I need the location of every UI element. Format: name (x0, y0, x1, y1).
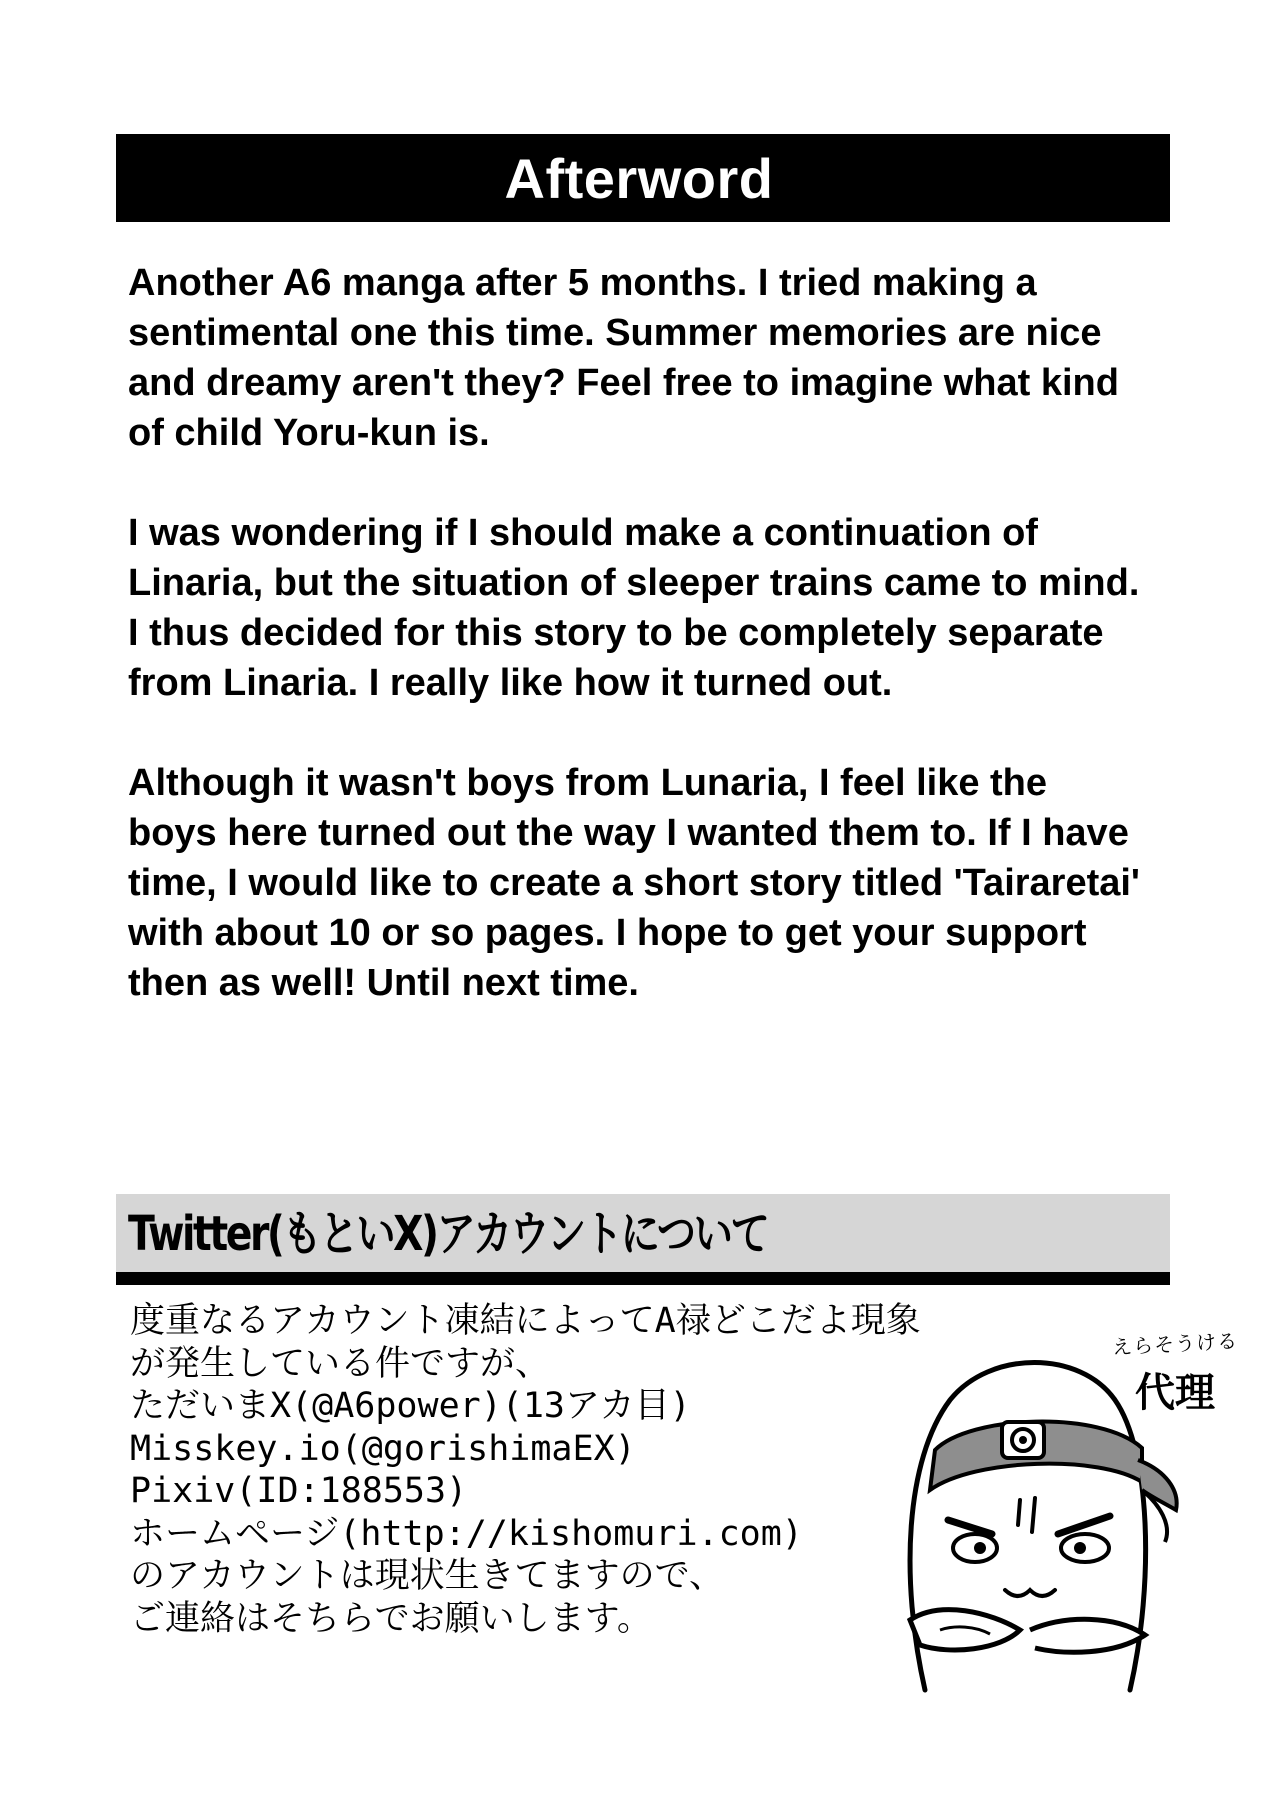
afterword-paragraph-2: I was wondering if I should make a continuation of Linaria, but the situation of sleeper trains came to mind. I thus decided for this story to be completely separate from Linaria. I really like how it turned out. (128, 512, 1140, 704)
account-notice-title: Twitter(もといX)アカウントについて (128, 1206, 768, 1262)
afterword-body (128, 258, 1248, 1058)
afterword-title: Afterword (504, 146, 774, 210)
eye-emblem-icon (1002, 1422, 1044, 1458)
afterword-header (116, 134, 1170, 222)
notice-line: Pixiv(ID:188553) (130, 1471, 468, 1511)
mascot-caption-small: えらそうける (1111, 1328, 1239, 1360)
notice-line: ホームページ(http://kishomuri.com) (130, 1513, 803, 1554)
notice-line: ご連絡はそちらでお願いします。 (130, 1598, 652, 1639)
mascot-caption-big: 代理 (1135, 1370, 1215, 1416)
afterword-paragraph-3: Although it wasn't boys from Lunaria, I feel like the boys here turned out the way I wanted them to. If I have time, I would like to create a short story titled 'Tairaretai' with about 10 or so pages. I hope to get your support then as well! Until next time. (128, 762, 1140, 1004)
notice-line: ただいまX(@A6power)(13アカ目) (130, 1386, 691, 1426)
account-notice-header (116, 1194, 1170, 1285)
notice-line: Misskey.io(@gorishimaEX) (130, 1428, 636, 1469)
notice-line: 度重なるアカウント凍結によってA禄どこだよ現象 (130, 1301, 921, 1341)
notice-line: のアカウントは現状生きてますので、 (130, 1556, 724, 1596)
notice-line: が発生している件ですが、 (130, 1343, 551, 1384)
mascot-caption (1110, 1328, 1240, 1418)
afterword-paragraph-1: Another A6 manga after 5 months. I tried making a sentimental one this time. Summer memories are nice and dreamy aren't they? Feel free to imagine what kind of child Yoru-kun is. (128, 262, 1119, 454)
